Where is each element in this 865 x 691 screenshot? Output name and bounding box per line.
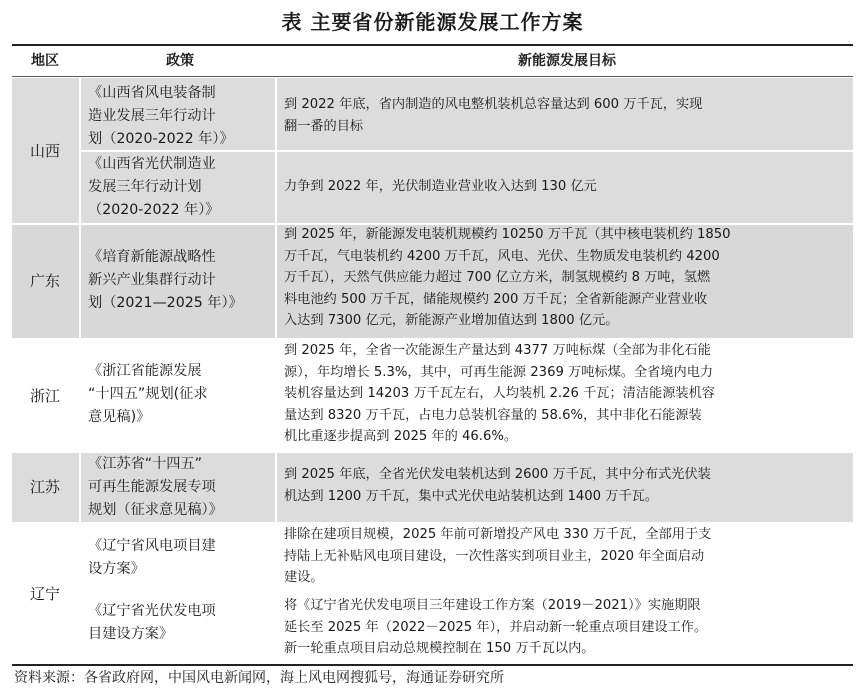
- region-liaoning: 辽宁: [29, 585, 60, 603]
- policy-cell: 《山西省光伏制造业 发展三年行动计划 （2020-2022 年）》: [88, 156, 220, 218]
- region-shanxi: 山西: [29, 142, 60, 160]
- header-policy: 政策: [166, 53, 194, 69]
- source-note: 资料来源：各省政府网，中国风电新闻网，海上风电网搜狐号，海通证券研究所: [14, 670, 504, 686]
- top-rule: [12, 44, 853, 46]
- target-cell: 到 2025 年，新能源发电装机规模约 10250 万千瓦（其中核电装机约 1850 万千瓦，气电装机约 4200 万千瓦，风电、光伏、生物质发电装机约 4200 万千瓦），天然气供应能力超过 700 亿立方米，制氢规模约 8 万吨，氢燃 料电池约 500 万千瓦，储能规模约 200 万千瓦；全省新能源产业营业收 入达到 7300 亿元，新能源产业增加值达到 1800 亿元。: [284, 227, 731, 328]
- target-cell: 到 2022 年底，省内制造的风电整机装机总容量达到 600 万千瓦，实现 翻一番的目标: [284, 97, 703, 134]
- target-cell: 力争到 2022 年，光伏制造业营业收入达到 130 亿元: [284, 179, 597, 194]
- policy-cell: 《辽宁省光伏发电项 目建设方案》: [88, 603, 216, 642]
- policy-cell: 《辽宁省风电项目建 设方案》: [88, 538, 216, 577]
- target-cell: 到 2025 年底，全省光伏发电装机达到 2600 万千瓦，其中分布式光伏装 机达到 1200 万千瓦，集中式光伏电站装机达到 1400 万千瓦。: [284, 467, 711, 504]
- policy-cell: 《江苏省“十四五” 可再生能源发展专项 规划（征求意见稿）》: [88, 456, 223, 518]
- header-rule: [12, 76, 853, 77]
- column-divider: [275, 78, 277, 664]
- target-cell: 排除在建项目规模，2025 年前可新增投产风电 330 万千瓦，全部用于支 持陆上无补贴风电项目建设，一次性落实到项目业主，2020 年全面启动 建设。: [284, 527, 712, 585]
- region-guangdong: 广东: [29, 272, 60, 290]
- target-cell: 将《辽宁省光伏发电项目三年建设工作方案（2019－2021）》实施期限 延长至 2025 年（2022－2025 年），并启动新一轮重点项目建设工作。 新一轮重点项目启动总规模控制在 150 万千瓦以内。: [284, 598, 708, 656]
- policy-cell: 《培育新能源战略性 新兴产业集群行动计 划（2021—2025 年）》: [88, 249, 243, 311]
- header-target: 新能源发展目标: [518, 53, 616, 69]
- target-cell: 到 2025 年，全省一次能源生产量达到 4377 万吨标煤（全部为非化石能 源），年均增长 5.3%，其中，可再生能源 2369 万吨标煤。全省境内电力 装机容量达到 14203 万千瓦左右，人均装机 2.26 千瓦；清洁能源装机容 量达到 8320 万千瓦，占电力总装机容量的 58.6%，其中非化石能源装 机比重逐步提高到 2025 年的 46.6%。: [284, 343, 715, 444]
- policy-cell: 《山西省风电装备制 造业发展三年行动计 划（2020-2022 年）》: [88, 85, 234, 147]
- region-zhejiang: 浙江: [29, 387, 60, 405]
- header-region: 地区: [31, 53, 59, 69]
- table-title: 表 主要省份新能源发展工作方案: [281, 10, 584, 34]
- column-divider: [79, 78, 81, 664]
- row-divider: [80, 590, 853, 592]
- policy-cell: 《浙江省能源发展 “十四五”规划(征求 意见稿)》: [88, 363, 208, 425]
- region-jiangsu: 江苏: [29, 478, 60, 496]
